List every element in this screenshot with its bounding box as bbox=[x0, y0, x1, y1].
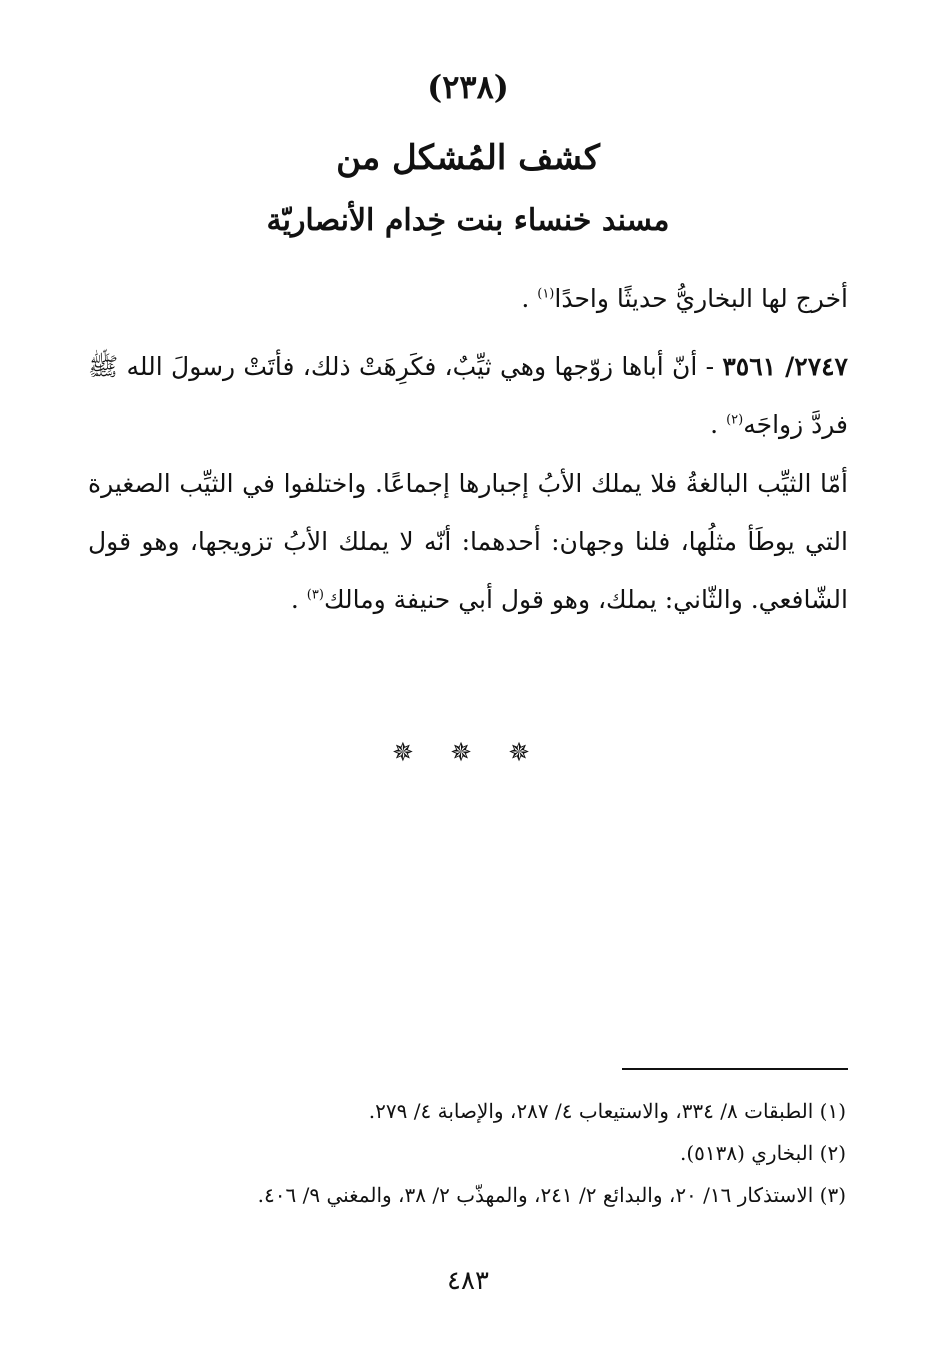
section-subtitle: مسند خنساء بنت خِدام الأنصاريّة bbox=[266, 203, 670, 238]
intro-end: . bbox=[521, 284, 538, 313]
footnote-3: (٣) الاستذكار ١٦/ ٢٠، والبدائع ٢/ ٢٤١، والمهذّب ٢/ ٣٨، والمغني ٩/ ٤٠٦. bbox=[257, 1183, 846, 1207]
footnote-ref-2: (٢) bbox=[726, 412, 744, 428]
footnote-1: (١) الطبقات ٨/ ٣٣٤، والاستيعاب ٤/ ٢٨٧، والإصابة ٤/ ٢٧٩. bbox=[368, 1099, 846, 1123]
commentary-text: أمّا الثيِّب البالغةُ فلا يملك الأبُ إجبارها إجماعًا. واختلفوا في الثيِّب الصغيرة التي يوطَأ مثلُها، فلنا وجهان: أحدهما: أنّه لا يملك الأبُ تزويجها، وهو قول الشّافعي. والثّاني: يملك، وهو قول أبي حنيفة ومالك bbox=[88, 469, 848, 614]
footnote-2: (٢) البخاري (٥١٣٨). bbox=[679, 1141, 846, 1165]
hadith-text: - أنّ أباها زوّجها وهي ثيِّبٌ، فكَرِهَتْ ذلك، فأتَتْ رسولَ الله ﷺ فردَّ زواجَه bbox=[88, 352, 848, 439]
ornament-divider: ✵ ✵ ✵ bbox=[392, 738, 544, 768]
footnote-ref-1: (١) bbox=[537, 286, 555, 302]
footnote-separator bbox=[622, 1068, 848, 1070]
intro-paragraph bbox=[88, 270, 848, 328]
hadith-end: . bbox=[710, 410, 727, 439]
intro-text: أخرج لها البخاريُّ حديثًا واحدًا bbox=[554, 284, 848, 313]
page-number: ٤٨٣ bbox=[447, 1266, 489, 1296]
section-number: (٢٣٨) bbox=[427, 68, 509, 106]
section-title: كشف المُشكل من bbox=[336, 138, 600, 178]
commentary-paragraph bbox=[88, 455, 848, 629]
hadith-number: ٢٧٤٧/ ٣٥٦١ bbox=[722, 352, 848, 381]
commentary-end: . bbox=[290, 585, 307, 614]
footnote-ref-3: (٣) bbox=[306, 587, 324, 603]
hadith-paragraph bbox=[88, 338, 848, 454]
